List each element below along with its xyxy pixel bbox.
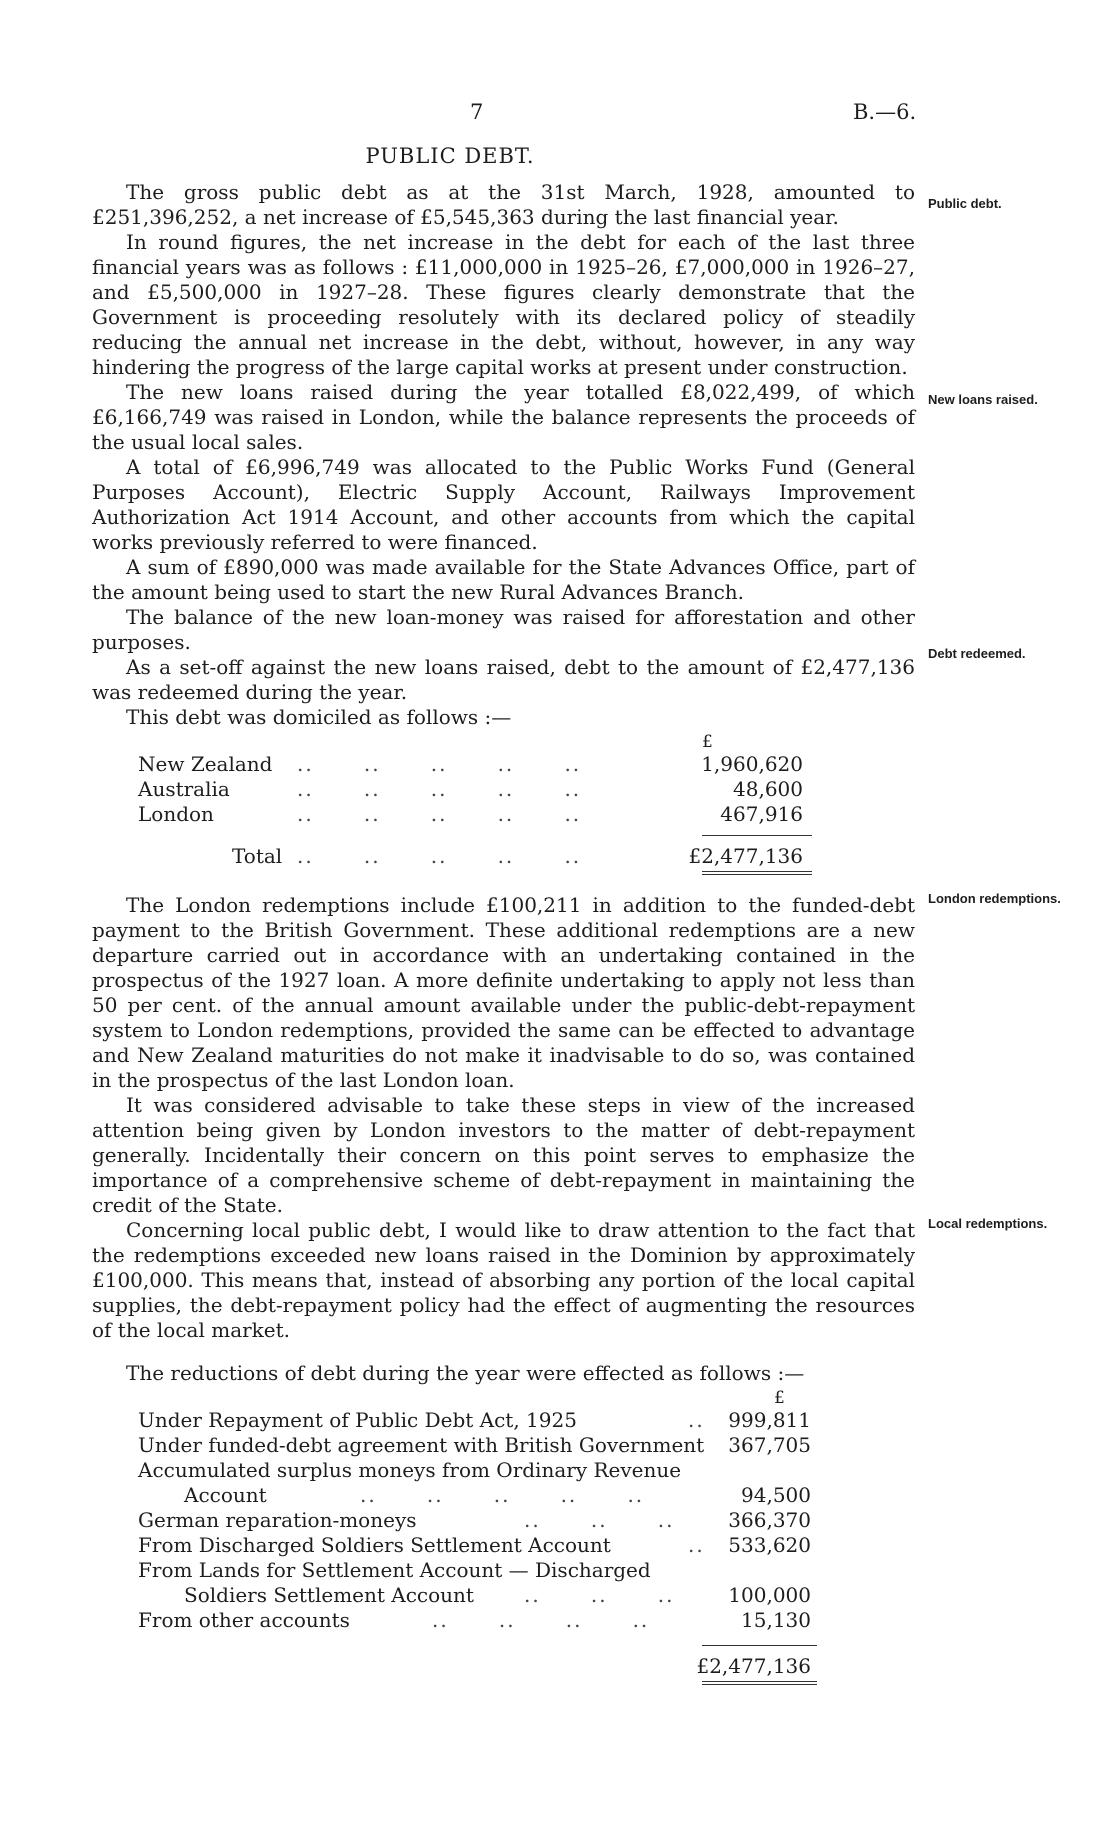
paragraph: The balance of the new loan-money was raised for afforestation and other purposes. — [92, 605, 915, 654]
row-value: 15,130 — [741, 1608, 811, 1632]
total-double-rule — [702, 1684, 817, 1685]
row-value: 1,960,620 — [701, 752, 803, 776]
leader-dots: .. .. .. .. — [432, 1608, 650, 1632]
row-value: 100,000 — [728, 1583, 811, 1607]
leader-dots: .. .. .. .. .. — [297, 802, 582, 826]
section-title: PUBLIC DEBT. — [365, 144, 535, 168]
total-double-rule — [702, 874, 812, 875]
row-value: 467,916 — [720, 802, 803, 826]
total-label: Total — [232, 844, 283, 868]
document-body — [92, 180, 915, 1685]
row-value: 999,811 — [728, 1408, 811, 1432]
row-label: German reparation-moneys — [138, 1508, 417, 1532]
subtotal-rule — [702, 835, 812, 836]
table-row — [92, 1458, 915, 1483]
table-row — [92, 1433, 915, 1458]
row-value: 367,705 — [728, 1433, 811, 1457]
margin-note-local-redemptions: Local redemptions. — [928, 1216, 1048, 1231]
table-row — [92, 1533, 915, 1558]
paragraph: The gross public debt as at the 31st March, 1928, amounted to £251,396,252, a net increase of £5,545,363 during the last financial year. — [92, 180, 915, 229]
row-label: Under funded-debt agreement with British Government — [138, 1433, 705, 1457]
margin-note-london-redemptions: London redemptions. — [928, 891, 1061, 906]
row-label: London — [138, 802, 214, 826]
paragraph: The new loans raised during the year totalled £8,022,499, of which £6,166,749 was raised in London, while the balance represents the proceeds of the usual local sales. — [92, 380, 915, 454]
total-double-rule — [702, 1681, 817, 1682]
domicile-table — [92, 730, 915, 875]
table-row — [92, 752, 915, 777]
row-value: 533,620 — [728, 1533, 811, 1557]
leader-dots: .. — [688, 1533, 705, 1557]
row-label: From other accounts — [138, 1608, 350, 1632]
table-row — [92, 777, 915, 802]
row-value: 366,370 — [728, 1508, 811, 1532]
table-row — [92, 1408, 915, 1433]
leader-dots: .. .. .. .. .. — [297, 844, 582, 868]
subtotal-rule — [702, 1645, 817, 1646]
leader-dots: .. .. .. — [524, 1583, 675, 1607]
paragraph: In round figures, the net increase in the debt for each of the last three financial years was as follows : £11,000,000 in 1925–26, £7,000,000 in 1926–27, and £5,500,000 in 1927–28. These figures clearly demonstrate that the Government is proceeding resolutely with its declared policy of steadily reducing the annual net increase in the debt, without, however, in any way hindering the progress of the large capital works at present under construction. — [92, 230, 915, 379]
row-value: 48,600 — [733, 777, 803, 801]
paragraph: As a set-off against the new loans raised, debt to the amount of £2,477,136 was redeemed during the year. — [92, 655, 915, 704]
margin-note-new-loans: New loans raised. — [928, 392, 1038, 407]
leader-dots: .. .. .. .. .. — [297, 777, 582, 801]
row-label: Under Repayment of Public Debt Act, 1925 — [138, 1408, 577, 1432]
paragraph: The reductions of debt during the year were effected as follows :— — [126, 1361, 805, 1385]
total-double-rule — [702, 871, 812, 872]
leader-dots: .. — [688, 1408, 705, 1432]
row-label-continued: Account — [184, 1483, 267, 1507]
table-row — [92, 1608, 915, 1633]
total-value: £2,477,136 — [688, 844, 803, 868]
table-row — [92, 1483, 915, 1508]
currency-symbol: £ — [774, 1388, 785, 1408]
table-row — [92, 1558, 915, 1583]
page-number: 7 — [470, 100, 484, 124]
margin-note-debt-redeemed: Debt redeemed. — [928, 646, 1026, 661]
table-row — [92, 1583, 915, 1608]
document-code: B.—6. — [853, 100, 917, 124]
table-row — [92, 802, 915, 827]
reductions-table — [92, 1386, 915, 1685]
paragraph: This debt was domiciled as follows :— — [126, 705, 512, 729]
currency-symbol: £ — [702, 732, 713, 752]
row-label: New Zealand — [138, 752, 273, 776]
paragraph: A sum of £890,000 was made available for the State Advances Office, part of the amount being used to start the new Rural Advances Branch. — [92, 555, 915, 604]
paragraph: It was considered advisable to take these steps in view of the increased attention being given by London investors to the matter of debt-repayment generally. Incidentally their concern on this point serves to emphasize the importance of a comprehensive scheme of debt-repayment in maintaining the credit of the State. — [92, 1093, 915, 1217]
row-value: 94,500 — [741, 1483, 811, 1507]
paragraph: Concerning local public debt, I would like to draw attention to the fact that the redemptions exceeded new loans raised in the Dominion by approximately £100,000. This means that, instead of absorbing any portion of the local capital supplies, the debt-repayment policy had the effect of augmenting the resources of the local market. — [92, 1218, 915, 1342]
row-label: From Discharged Soldiers Settlement Account — [138, 1533, 611, 1557]
leader-dots: .. .. .. .. .. — [360, 1483, 645, 1507]
total-value: £2,477,136 — [696, 1654, 811, 1678]
row-label: Australia — [138, 777, 230, 801]
margin-note-public-debt: Public debt. — [928, 196, 1002, 211]
paragraph: A total of £6,996,749 was allocated to the Public Works Fund (General Purposes Account), Electric Supply Account, Railways Improvement Authorization Act 1914 Account, and other accounts from which the capital works previously referred to were financed. — [92, 455, 915, 554]
leader-dots: .. .. .. .. .. — [297, 752, 582, 776]
row-label-continued: Soldiers Settlement Account — [184, 1583, 474, 1607]
table-row — [92, 1508, 915, 1533]
row-label: Accumulated surplus moneys from Ordinary Revenue — [138, 1458, 682, 1482]
row-label: From Lands for Settlement Account — Discharged — [138, 1558, 651, 1582]
total-row — [92, 844, 915, 869]
total-row — [92, 1654, 915, 1679]
leader-dots: .. .. .. — [524, 1508, 675, 1532]
paragraph: The London redemptions include £100,211 in addition to the funded-debt payment to the British Government. These additional redemptions are a new departure carried out in accordance with an undertaking contained in the prospectus of the 1927 loan. A more definite undertaking to apply not less than 50 per cent. of the annual amount available under the public-debt-repayment system to London redemptions, provided the same can be effected to advantage and New Zealand maturities do not make it inadvisable to do so, was contained in the prospectus of the last London loan. — [92, 893, 915, 1092]
